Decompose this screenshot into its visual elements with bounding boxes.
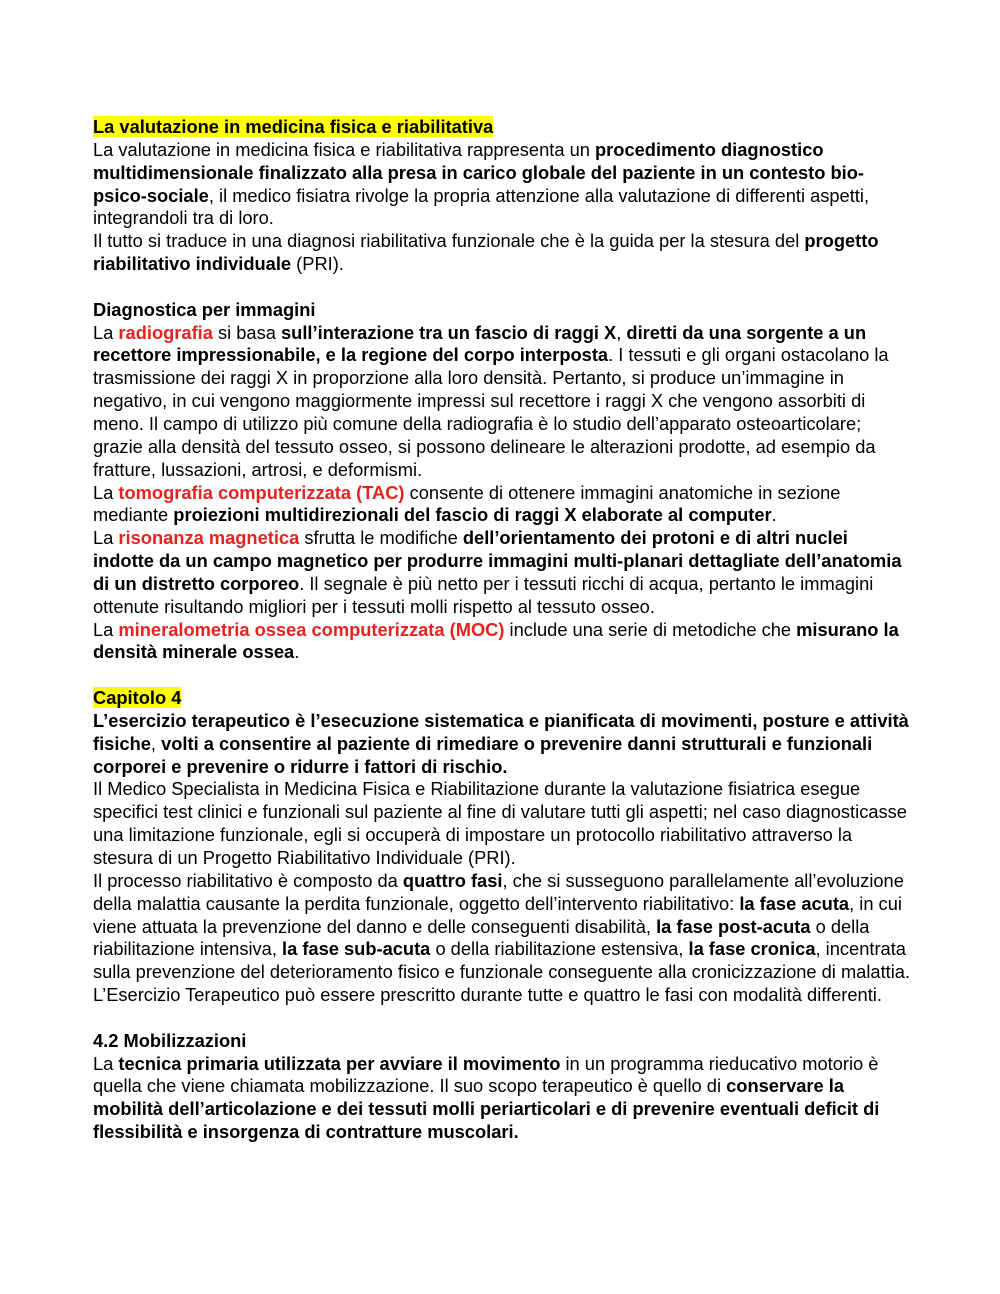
section-title-capitolo-4: Capitolo 4 — [93, 687, 182, 709]
paragraph-esercizio-fasi: L’Esercizio Terapeutico può essere prescritto durante tutte e quattro le fasi con modalità differenti. — [93, 984, 882, 1006]
paragraph-radiografia: La radiografia si basa sull’interazione tra un fascio di raggi X, diretti da una sorgente a un recettore impressionabile, e la regione del corpo interposta. I tessuti e gli organi ostacolano la trasmissione dei raggi X in proporzione alla loro densità. Pertanto, si produce un’immagine in negativo, in cui vengono maggiormente impressi sul recettore i raggi X che vengono assorbiti di meno. Il campo di utilizzo più comune della radiografia è lo studio dell’apparato osteoarticolare; grazie alla densità del tessuto osseo, si possono delineare le alterazioni prodotte, ad esempio da fratture, lussazioni, artrosi, e deformismi. — [93, 321, 889, 480]
paragraph-pri: Il tutto si traduce in una diagnosi riabilitativa funzionale che è la guida per la stesura del progetto riabilitativo individuale (PRI). — [93, 230, 879, 275]
paragraph-risonanza: La risonanza magnetica sfrutta le modifiche dell’orientamento dei protoni e di altri nuclei indotte da un campo magnetico per produrre immagini multi-planari dettagliate dell’anatomia di un distretto corporeo. Il segnale è più netto per i tessuti ricchi di acqua, pertanto le immagini ottenute risultando migliori per i tessuti molli rispetto al tessuto osseo. — [93, 527, 902, 617]
document-page — [93, 116, 913, 1144]
paragraph-moc: La mineralometria ossea computerizzata (MOC) include una serie di metodiche che misurano la densità minerale ossea. — [93, 618, 899, 663]
section-title-mobilizzazioni: 4.2 Mobilizzazioni — [93, 1029, 247, 1051]
paragraph-processo-riabilitativo: Il processo riabilitativo è composto da quattro fasi, che si susseguono parallelamente all’evoluzione della malattia causante la perdita funzionale, oggetto dell’intervento riabilitativo: la fase acuta, in cui viene attuata la prevenzione del danno e delle conseguenti disabilità, la fase post-acuta o della riabilitazione intensiva, la fase sub-acuta o della riabilitazione estensiva, la fase cronica, incentrata sulla prevenzione del deterioramento fisico e funzionale conseguente alla cronicizzazione di malattia. — [93, 869, 911, 983]
paragraph-esercizio-terapeutico: L’esercizio terapeutico è l’esecuzione sistematica e pianificata di movimenti, posture e attività fisiche, volti a consentire al paziente di rimediare o prevenire danni strutturali e funzionali corporei e prevenire o ridurre i fattori di rischio. — [93, 709, 909, 777]
section-title-valutazione: La valutazione in medicina fisica e riabilitativa — [93, 116, 494, 137]
paragraph-medico-specialista: Il Medico Specialista in Medicina Fisica e Riabilitazione durante la valutazione fisiatrica esegue specifici test clinici e funzionali sul paziente al fine di valutare tutti gli aspetti; nel caso diagnosticasse una limitazione funzionale, egli si occuperà di impostare un protocollo riabilitativo attraverso la stesura di un Progetto Riabilitativo Individuale (PRI). — [93, 778, 907, 868]
paragraph-valutazione: La valutazione in medicina fisica e riabilitativa rappresenta un procedimento diagnostico multidimensionale finalizzato alla presa in carico globale del paziente in un contesto bio-psico-sociale, il medico fisiatra rivolge la propria attenzione alla valutazione di differenti aspetti, integrandoli tra di loro. — [93, 138, 870, 229]
paragraph-tac: La tomografia computerizzata (TAC) consente di ottenere immagini anatomiche in sezione mediante proiezioni multidirezionali del fascio di raggi X elaborate al computer. — [93, 481, 841, 526]
section-title-diagnostica: Diagnostica per immagini — [93, 298, 316, 320]
paragraph-mobilizzazioni: La tecnica primaria utilizzata per avviare il movimento in un programma rieducativo motorio è quella che viene chiamata mobilizzazione. Il suo scopo terapeutico è quello di conservare la mobilità dell’articolazione e dei tessuti molli periarticolari e di prevenire eventuali deficit di flessibilità e insorgenza di contratture muscolari. — [93, 1052, 880, 1143]
